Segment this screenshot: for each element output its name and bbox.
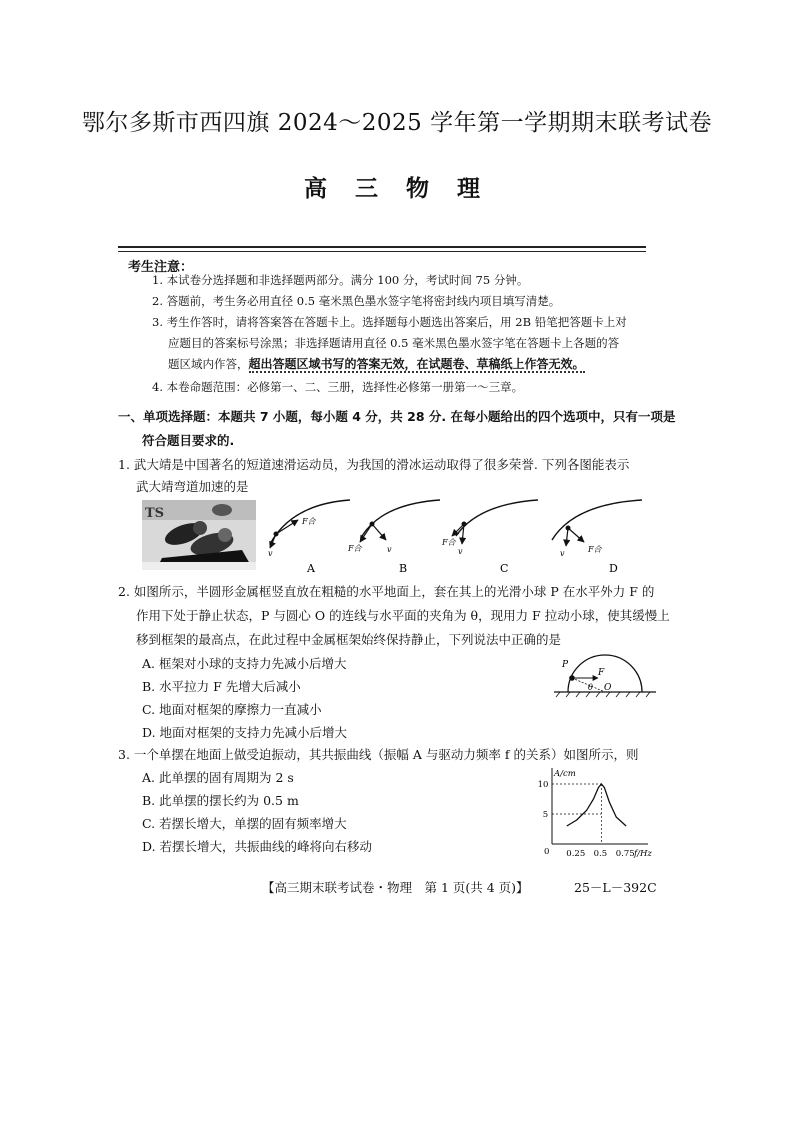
force-label: F合 [302, 517, 316, 526]
resonance-chart [530, 764, 660, 860]
diagram-a [268, 500, 350, 575]
fig-label-o: O [604, 683, 612, 693]
q3-stem: 3. 一个单摆在地面上做受迫振动，其共振曲线（振幅 A 与驱动力频率 f 的关系）如图所示，则 [118, 747, 639, 762]
diagram-c [441, 500, 538, 575]
q1-stem-cont: 武大靖弯道加速的是 [136, 479, 249, 494]
q2-stem-cont2: 移到框架的最高点，在此过程中金属框架始终保持静止，下列说法中正确的是 [136, 632, 562, 647]
fig-label-p: P [562, 660, 569, 670]
option-b-label: B [399, 562, 408, 575]
notice-item-3: 3. 考生作答时，请将答案答在答题卡上。选择题每小题选出答案后，用 2B 铅笔把答题卡上对 [152, 315, 627, 329]
skater-photo [142, 500, 256, 570]
origin-label: 0 [544, 847, 550, 857]
q2-option-c: C. 地面对框架的摩擦力一直减小 [142, 702, 322, 717]
y-axis-label: A/cm [554, 769, 576, 779]
subject-title: 高 三 物 理 [303, 175, 491, 202]
x-tick-label: 0.5 [593, 849, 608, 859]
notice-item-1: 1. 本试卷分选择题和非选择题两部分。满分 100 分，考试时间 75 分钟。 [152, 273, 529, 287]
q2-stem-cont: 作用下处于静止状态，P 与圆心 O 的连线与水平面的夹角为 θ，现用力 F 拉动小球，使其缓慢上 [136, 608, 670, 623]
notice-item-4: 4. 本卷命题范围：必修第一、二、三册，选择性必修第一册第一～三章。 [152, 380, 524, 394]
y-tick-label: 5 [542, 810, 549, 820]
q1-diagrams [262, 496, 662, 578]
diagram-b [347, 500, 440, 575]
section-heading: 一、单项选择题：本题共 7 小题，每小题 4 分，共 28 分. 在每小题给出的四个选项中，只有一项是 [118, 409, 676, 424]
svg-text:v: v [560, 549, 565, 558]
diagram-d [552, 500, 642, 575]
notice-heading: 考生注意： [128, 260, 194, 275]
q2-option-d: D. 地面对框架的支持力先减小后增大 [142, 725, 348, 740]
fig-label-theta: θ [588, 683, 593, 692]
svg-text:F合: F合 [442, 538, 456, 547]
photo-text: TS [145, 506, 165, 521]
notice-item-3-tail: 题区域内作答， [168, 357, 249, 371]
footer-page-info: 【高三期末联考试卷・物理 第 1 页(共 4 页)】 [262, 880, 529, 895]
svg-text:F合: F合 [348, 544, 362, 553]
fig-label-f: F [598, 668, 605, 678]
section-heading-cont: 符合题目要求的. [142, 433, 235, 448]
q3-option-d: D. 若摆长增大，共振曲线的峰将向右移动 [142, 839, 373, 854]
x-axis-label: f/Hz [634, 849, 652, 859]
option-a-label: A [307, 562, 315, 575]
option-c-label: C [500, 562, 509, 575]
q3-option-a: A. 此单摆的固有周期为 2 s [142, 770, 294, 785]
divider-thin [118, 251, 646, 252]
notice-item-2: 2. 答题前，考生务必用直径 0.5 毫米黑色墨水签字笔将密封线内项目填写清楚。 [152, 294, 561, 308]
resonance-curve [567, 784, 626, 826]
q2-option-a: A. 框架对小球的支持力先减小后增大 [142, 656, 347, 671]
q2-option-b: B. 水平拉力 F 先增大后减小 [142, 679, 301, 694]
svg-text:v: v [458, 547, 463, 556]
y-tick-label: 10 [537, 780, 549, 790]
notice-warning: 超出答题区域书写的答案无效，在试题卷、草稿纸上作答无效。 [248, 357, 585, 371]
svg-text:v: v [387, 545, 392, 554]
svg-text:F合: F合 [588, 545, 602, 554]
q3-option-b: B. 此单摆的摆长约为 0.5 m [142, 793, 299, 808]
semicircle-figure [552, 650, 658, 698]
q3-option-c: C. 若摆长增大，单摆的固有频率增大 [142, 816, 347, 831]
x-tick-label: 0.75 [615, 849, 635, 859]
exam-title: 鄂尔多斯市西四旗 2024～2025 学年第一学期期末联考试卷 [81, 110, 713, 136]
footer-code: 25－L－392C [574, 880, 657, 895]
q2-stem: 2. 如图所示，半圆形金属框竖直放在粗糙的水平地面上，套在其上的光滑小球 P 在水平外力 F 的 [118, 584, 655, 599]
velocity-label: v [268, 549, 273, 558]
notice-item-3-cont2 [168, 354, 585, 375]
q1-stem: 1. 武大靖是中国著名的短道速滑运动员，为我国的滑冰运动取得了很多荣誉. 下列各图能表示 [118, 457, 630, 472]
option-d-label: D [609, 562, 618, 575]
notice-item-3-cont: 应题目的答案标号涂黑；非选择题请用直径 0.5 毫米黑色墨水签字笔在答题卡上各题的答 [168, 336, 620, 350]
divider-thick [118, 246, 646, 248]
x-tick-label: 0.25 [566, 849, 586, 859]
